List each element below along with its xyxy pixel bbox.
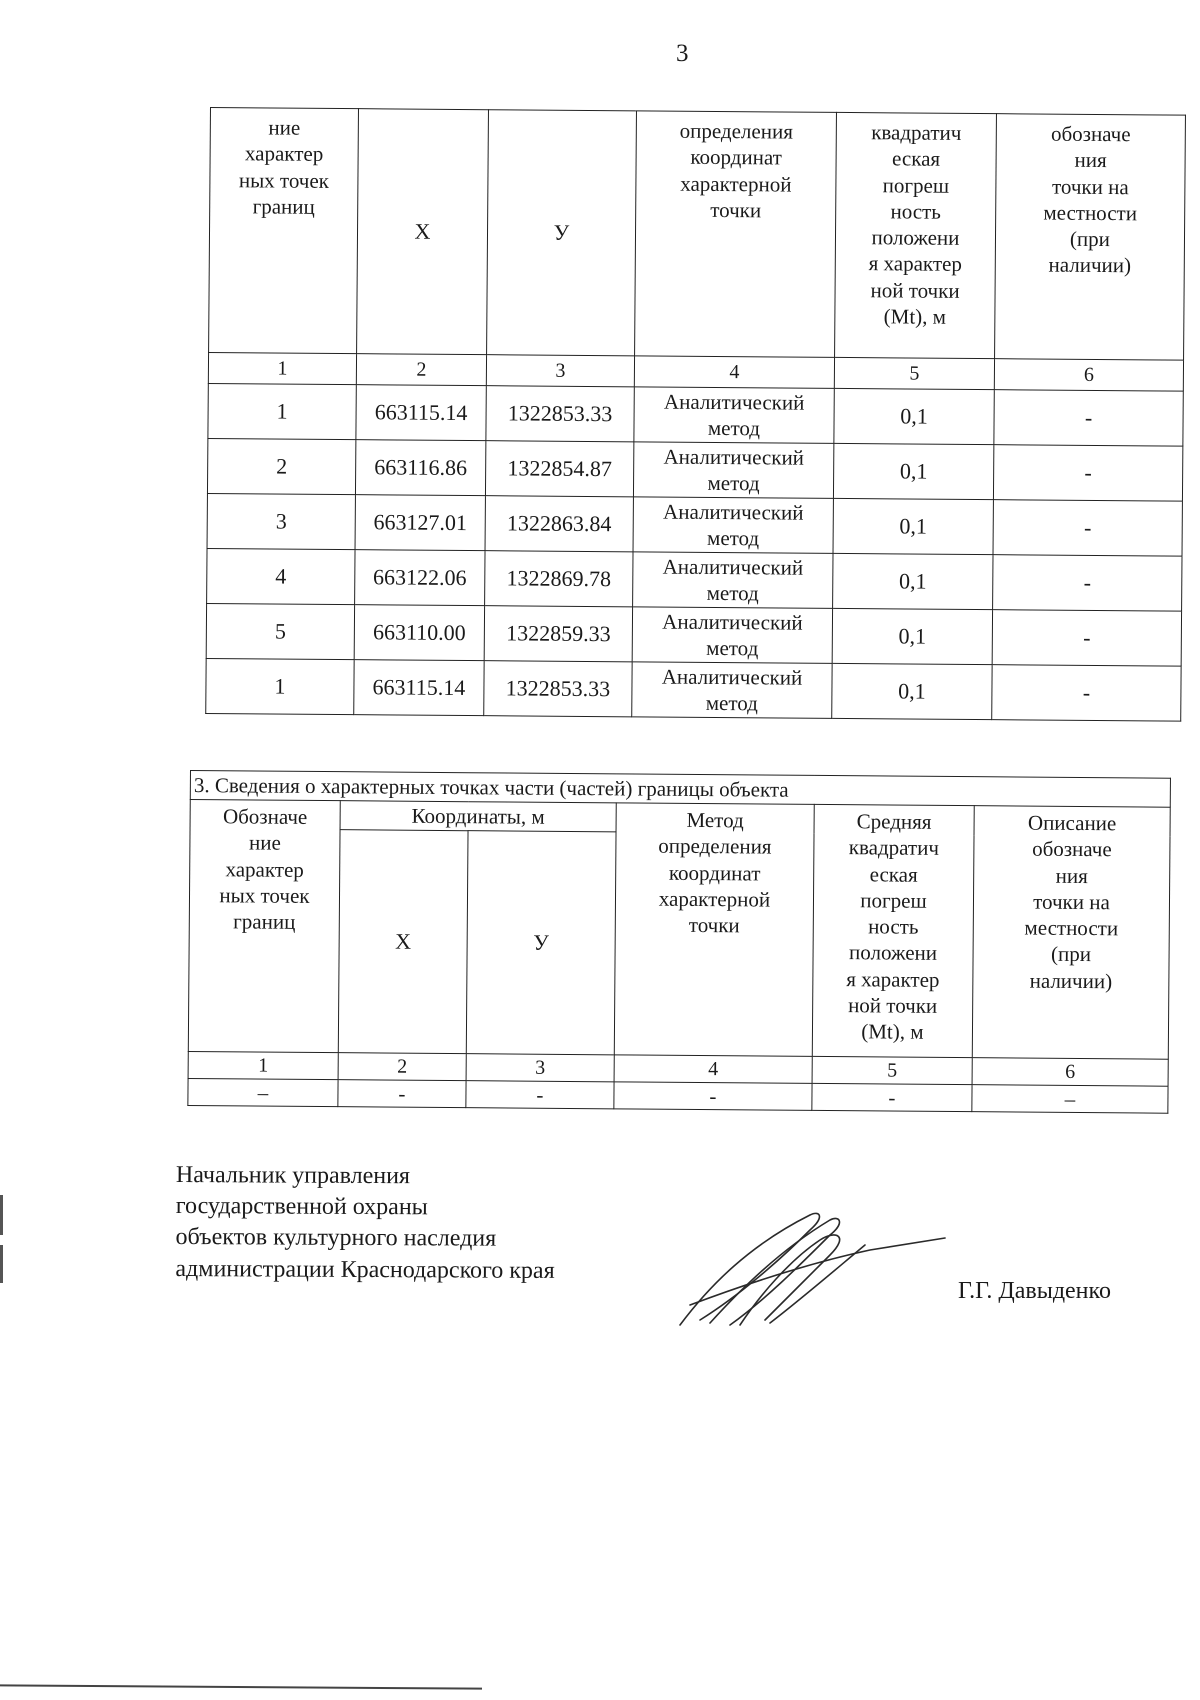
cell-error: 0,1 bbox=[833, 443, 993, 499]
header-method: Метод определения координат характерной точки bbox=[614, 803, 814, 1057]
column-number: 5 bbox=[812, 1056, 972, 1084]
signatory-title-line: администрации Краснодарского края bbox=[175, 1255, 555, 1284]
handwritten-signature bbox=[670, 1205, 950, 1335]
cell-error: 0,1 bbox=[832, 663, 992, 719]
cell-error: 0,1 bbox=[834, 388, 994, 444]
cell-description: - bbox=[993, 445, 1182, 501]
cell-method: Аналитический метод bbox=[633, 497, 833, 554]
section3-table bbox=[187, 770, 1171, 1114]
cell-error: 0,1 bbox=[833, 553, 993, 609]
scan-edge-mark bbox=[0, 1245, 3, 1283]
cell-method: Аналитический метод bbox=[633, 552, 833, 609]
cell-y: 1322853.33 bbox=[486, 386, 634, 442]
column-number: 3 bbox=[466, 1054, 614, 1082]
cell-empty: - bbox=[614, 1082, 812, 1111]
cell-error: 0,1 bbox=[832, 608, 992, 664]
header-y: У bbox=[487, 110, 637, 356]
column-number: 1 bbox=[188, 1051, 338, 1079]
cell-empty: – bbox=[188, 1078, 338, 1106]
column-number: 5 bbox=[834, 357, 994, 389]
column-number: 3 bbox=[486, 355, 634, 387]
header-error: квадратич еская погреш ность положени я характер ной точки (Mt), м bbox=[835, 112, 997, 358]
cell-method: Аналитический метод bbox=[632, 662, 832, 719]
cell-x: 663115.14 bbox=[354, 660, 484, 716]
table-row bbox=[208, 383, 1183, 446]
cell-point: 2 bbox=[207, 438, 355, 494]
cell-y: 1322859.33 bbox=[484, 606, 632, 662]
cell-y: 1322854.87 bbox=[485, 441, 633, 497]
cell-point: 4 bbox=[207, 548, 355, 604]
scan-edge-mark bbox=[0, 1195, 3, 1235]
cell-error: 0,1 bbox=[833, 498, 993, 554]
signatory-title-line: Начальник управления bbox=[175, 1162, 411, 1190]
cell-description: - bbox=[994, 390, 1183, 446]
header-y: У bbox=[466, 831, 616, 1055]
cell-x: 663116.86 bbox=[355, 440, 485, 496]
header-coordinates: Координаты, м bbox=[340, 801, 616, 832]
cell-point: 5 bbox=[206, 603, 354, 659]
cell-point: 1 bbox=[206, 658, 354, 714]
header-point-designation: Обозначе ние характер ных точек границ bbox=[188, 800, 340, 1053]
column-number: 6 bbox=[972, 1058, 1168, 1087]
cell-empty: - bbox=[338, 1080, 466, 1108]
signature-block bbox=[175, 1160, 555, 1287]
table-row bbox=[207, 438, 1182, 501]
column-number: 4 bbox=[634, 356, 834, 389]
table-row bbox=[207, 493, 1182, 556]
cell-empty: – bbox=[972, 1085, 1168, 1114]
cell-y: 1322869.78 bbox=[485, 551, 633, 607]
column-number: 6 bbox=[994, 359, 1183, 391]
cell-point: 3 bbox=[207, 493, 355, 549]
header-x: X bbox=[338, 830, 468, 1054]
header-error: Средняя квадратич еская погреш ность положени я характер ной точки (Mt), м bbox=[812, 804, 974, 1057]
cell-description: - bbox=[993, 555, 1182, 611]
table-header-row bbox=[209, 108, 1186, 361]
signer-name: Г.Г. Давыденко bbox=[958, 1278, 1111, 1304]
cell-method: Аналитический метод bbox=[633, 442, 833, 499]
cell-y: 1322863.84 bbox=[485, 496, 633, 552]
cell-x: 663110.00 bbox=[354, 605, 484, 661]
cell-point: 1 bbox=[208, 383, 356, 439]
boundary-points-table bbox=[205, 107, 1186, 722]
header-x: X bbox=[357, 109, 489, 355]
column-number: 2 bbox=[356, 354, 486, 386]
header-description: обозначе ния точки на местности (при наличии) bbox=[995, 114, 1186, 360]
cell-method: Аналитический метод bbox=[634, 387, 834, 444]
column-number: 4 bbox=[614, 1055, 812, 1084]
cell-description: - bbox=[992, 665, 1181, 721]
table-row bbox=[207, 548, 1182, 611]
page-number: 3 bbox=[676, 40, 689, 67]
cell-empty: - bbox=[812, 1083, 972, 1112]
cell-description: - bbox=[992, 610, 1181, 666]
scan-bottom-line bbox=[0, 1684, 482, 1689]
signatory-title-line: объектов культурного наследия bbox=[175, 1224, 497, 1253]
cell-description: - bbox=[993, 500, 1182, 556]
column-number: 1 bbox=[208, 352, 356, 384]
cell-x: 663122.06 bbox=[355, 550, 485, 606]
table-row bbox=[206, 658, 1181, 721]
header-method: определения координат характерной точки bbox=[635, 111, 837, 358]
header-description: Описание обозначе ния точки на местности (при наличии) bbox=[972, 806, 1170, 1060]
cell-x: 663127.01 bbox=[355, 495, 485, 551]
column-number: 2 bbox=[338, 1053, 466, 1081]
cell-method: Аналитический метод bbox=[632, 607, 832, 664]
cell-y: 1322853.33 bbox=[484, 661, 632, 717]
cell-x: 663115.14 bbox=[356, 385, 486, 441]
table-row bbox=[206, 603, 1181, 666]
header-point-designation: ние характер ных точек границ bbox=[209, 108, 359, 354]
signatory-title-line: государственной охраны bbox=[175, 1193, 428, 1221]
cell-empty: - bbox=[466, 1081, 614, 1109]
section3-title: 3. Сведения о характерных точках части (частей) границы объекта bbox=[190, 771, 1170, 808]
